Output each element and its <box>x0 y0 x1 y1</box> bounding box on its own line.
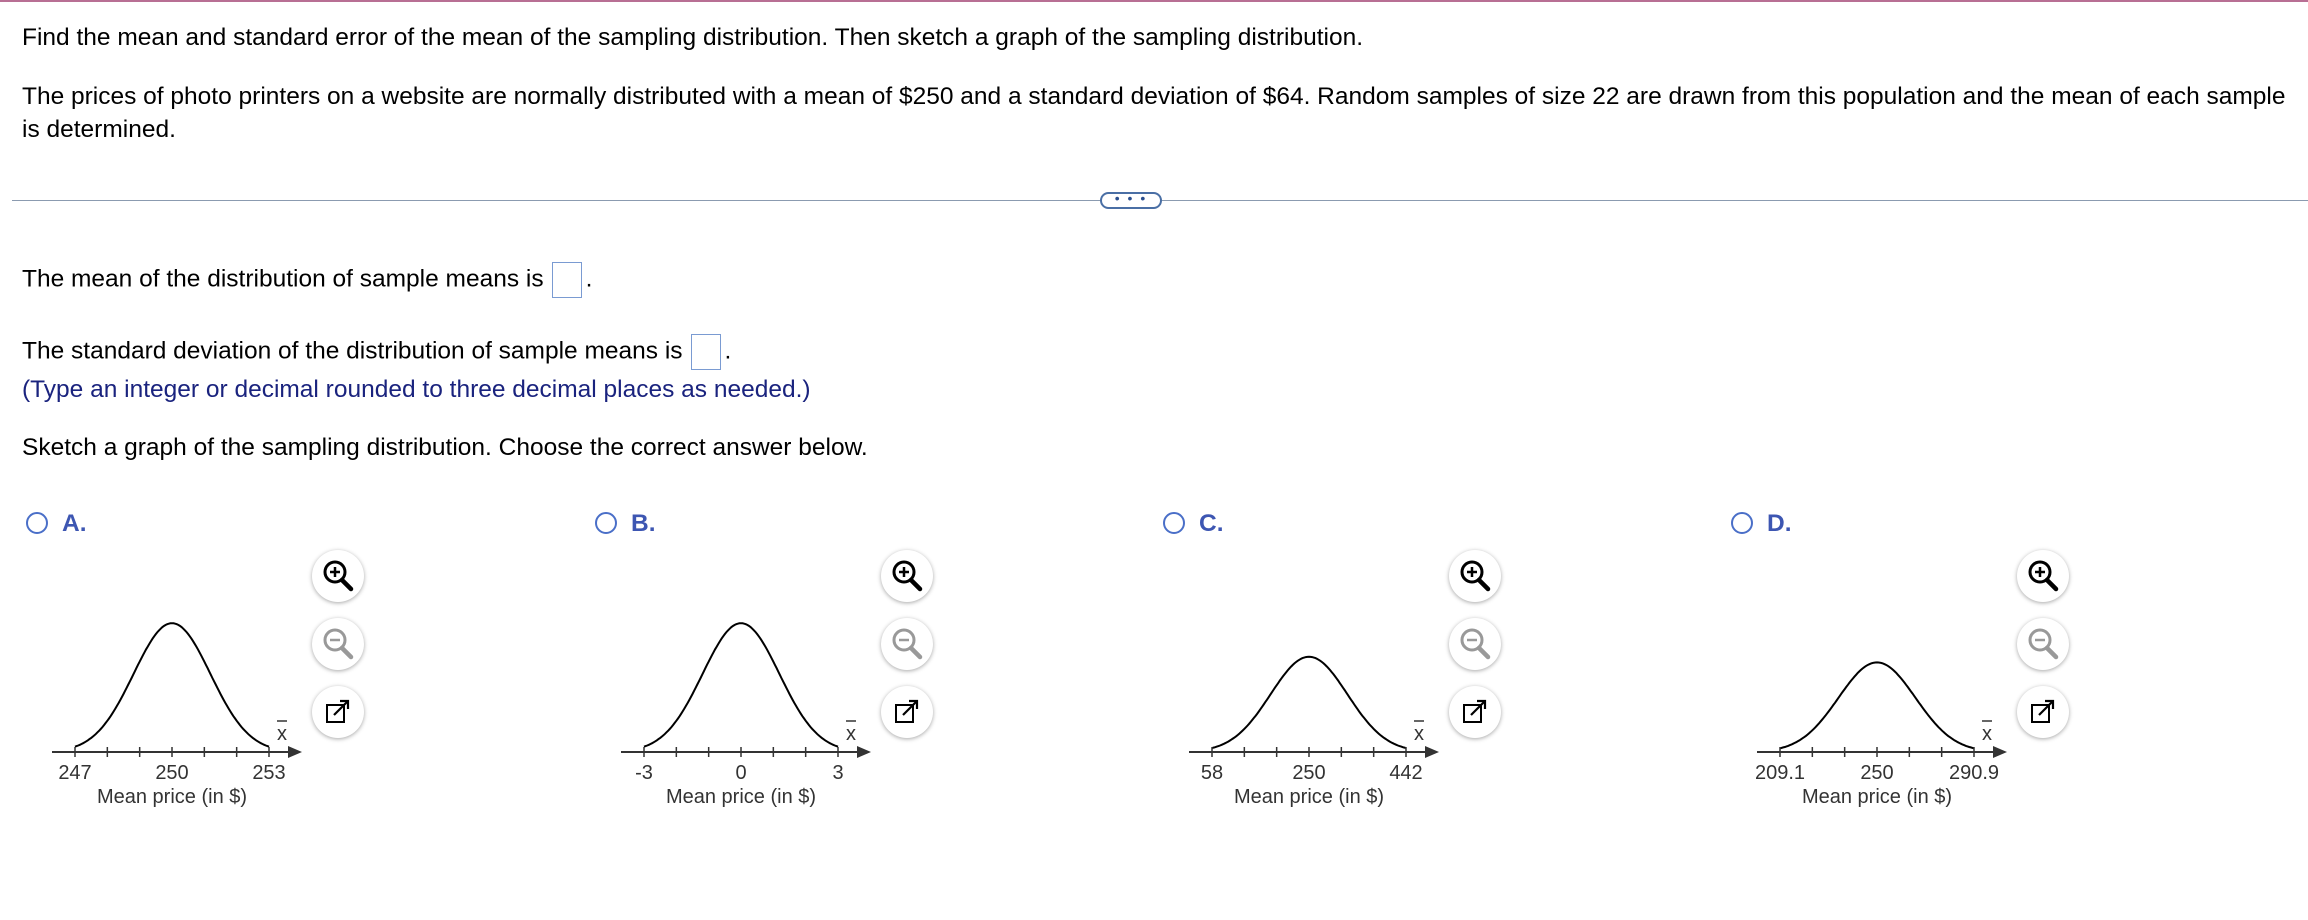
mean-suffix: . <box>585 265 593 293</box>
sd-input[interactable] <box>691 334 721 370</box>
zoom-in-icon <box>881 550 933 602</box>
option-a-xlabel: Mean price (in $) <box>96 786 248 808</box>
sd-answer-line <box>22 334 731 370</box>
option-b-curve <box>644 623 838 747</box>
option-c-letter: C. <box>1199 510 1224 537</box>
zoom-out-icon <box>2017 618 2069 670</box>
option-a-popout-button[interactable] <box>312 686 364 738</box>
option-c-variable: x <box>1414 723 1424 745</box>
option-a-letter: A. <box>62 510 87 537</box>
option-d-curve <box>1780 662 1974 748</box>
option-b-variable: x <box>846 723 856 745</box>
option-d-xlabel: Mean price (in $) <box>1801 786 1953 808</box>
popout-icon <box>1449 686 1501 738</box>
option-d-letter: D. <box>1767 510 1792 537</box>
option-b-graph <box>591 490 881 810</box>
option-a-zoom-out-button[interactable] <box>312 618 364 670</box>
option-d-axis-arrow <box>1993 746 2007 758</box>
question-instruction: Find the mean and standard error of the mean of the sampling distribution. Then sketch a graph of the sampling distribution. <box>22 24 1364 51</box>
expand-button[interactable]: • • • <box>1100 192 1162 209</box>
option-b-xlabel: Mean price (in $) <box>665 786 817 808</box>
zoom-in-icon <box>2017 550 2069 602</box>
option-c-tick-right: 442 <box>1389 762 1423 784</box>
mean-label: The mean of the distribution of sample means is <box>22 265 544 293</box>
option-a-axis-arrow <box>288 746 302 758</box>
option-c-tick-mid: 250 <box>1292 762 1326 784</box>
option-a-tick-right: 253 <box>252 762 286 784</box>
option-b-letter: B. <box>631 510 656 537</box>
mean-input[interactable] <box>552 262 582 298</box>
option-d-graph <box>1727 490 2017 810</box>
option-d-zoom-out-button[interactable] <box>2017 618 2069 670</box>
option-a-zoom-in-button[interactable] <box>312 550 364 602</box>
option-b-tick-left: -3 <box>635 762 653 784</box>
option-c-popout-button[interactable] <box>1449 686 1501 738</box>
zoom-in-icon <box>312 550 364 602</box>
option-b-axis-arrow <box>857 746 871 758</box>
option-c-zoom-in-button[interactable] <box>1449 550 1501 602</box>
option-d <box>1727 490 2295 810</box>
format-hint: (Type an integer or decimal rounded to three decimal places as needed.) <box>22 376 811 403</box>
option-b-popout-button[interactable] <box>881 686 933 738</box>
mean-answer-line <box>22 262 592 298</box>
popout-icon <box>2017 686 2069 738</box>
option-d-tick-left: 209.1 <box>1754 762 1806 784</box>
popout-icon <box>881 686 933 738</box>
option-b-tick-right: 3 <box>832 762 844 784</box>
zoom-out-icon <box>312 618 364 670</box>
option-a-variable: x <box>277 723 287 745</box>
sd-label: The standard deviation of the distribution of sample means is <box>22 337 683 365</box>
sketch-prompt: Sketch a graph of the sampling distribution. Choose the correct answer below. <box>22 434 868 461</box>
zoom-out-icon <box>1449 618 1501 670</box>
option-a-tick-left: 247 <box>58 762 92 784</box>
option-d-zoom-in-button[interactable] <box>2017 550 2069 602</box>
option-b-zoom-in-button[interactable] <box>881 550 933 602</box>
option-c <box>1159 490 1727 810</box>
zoom-out-icon <box>881 618 933 670</box>
option-d-popout-button[interactable] <box>2017 686 2069 738</box>
zoom-in-icon <box>1449 550 1501 602</box>
option-a-graph <box>22 490 312 810</box>
option-c-curve <box>1212 657 1406 748</box>
option-a-curve <box>75 623 269 747</box>
option-a-tick-mid: 250 <box>155 762 189 784</box>
top-rule <box>0 0 2308 2</box>
option-d-tick-mid: 250 <box>1860 762 1894 784</box>
option-c-axis-arrow <box>1425 746 1439 758</box>
option-c-zoom-out-button[interactable] <box>1449 618 1501 670</box>
option-b-tick-mid: 0 <box>735 762 747 784</box>
option-c-xlabel: Mean price (in $) <box>1233 786 1385 808</box>
option-b <box>591 490 1159 810</box>
option-c-graph <box>1159 490 1449 810</box>
sd-suffix: . <box>724 337 732 365</box>
option-c-tick-left: 58 <box>1200 762 1224 784</box>
question-problem: The prices of photo printers on a website are normally distributed with a mean of $250 and a standard deviation of $64. Random samples of size 22 are drawn from this population and the mean of each sample is determined. <box>22 83 2286 143</box>
option-b-zoom-out-button[interactable] <box>881 618 933 670</box>
popout-icon <box>312 686 364 738</box>
option-a <box>22 490 590 810</box>
option-d-tick-right: 290.9 <box>1948 762 2000 784</box>
option-d-variable: x <box>1982 723 1992 745</box>
